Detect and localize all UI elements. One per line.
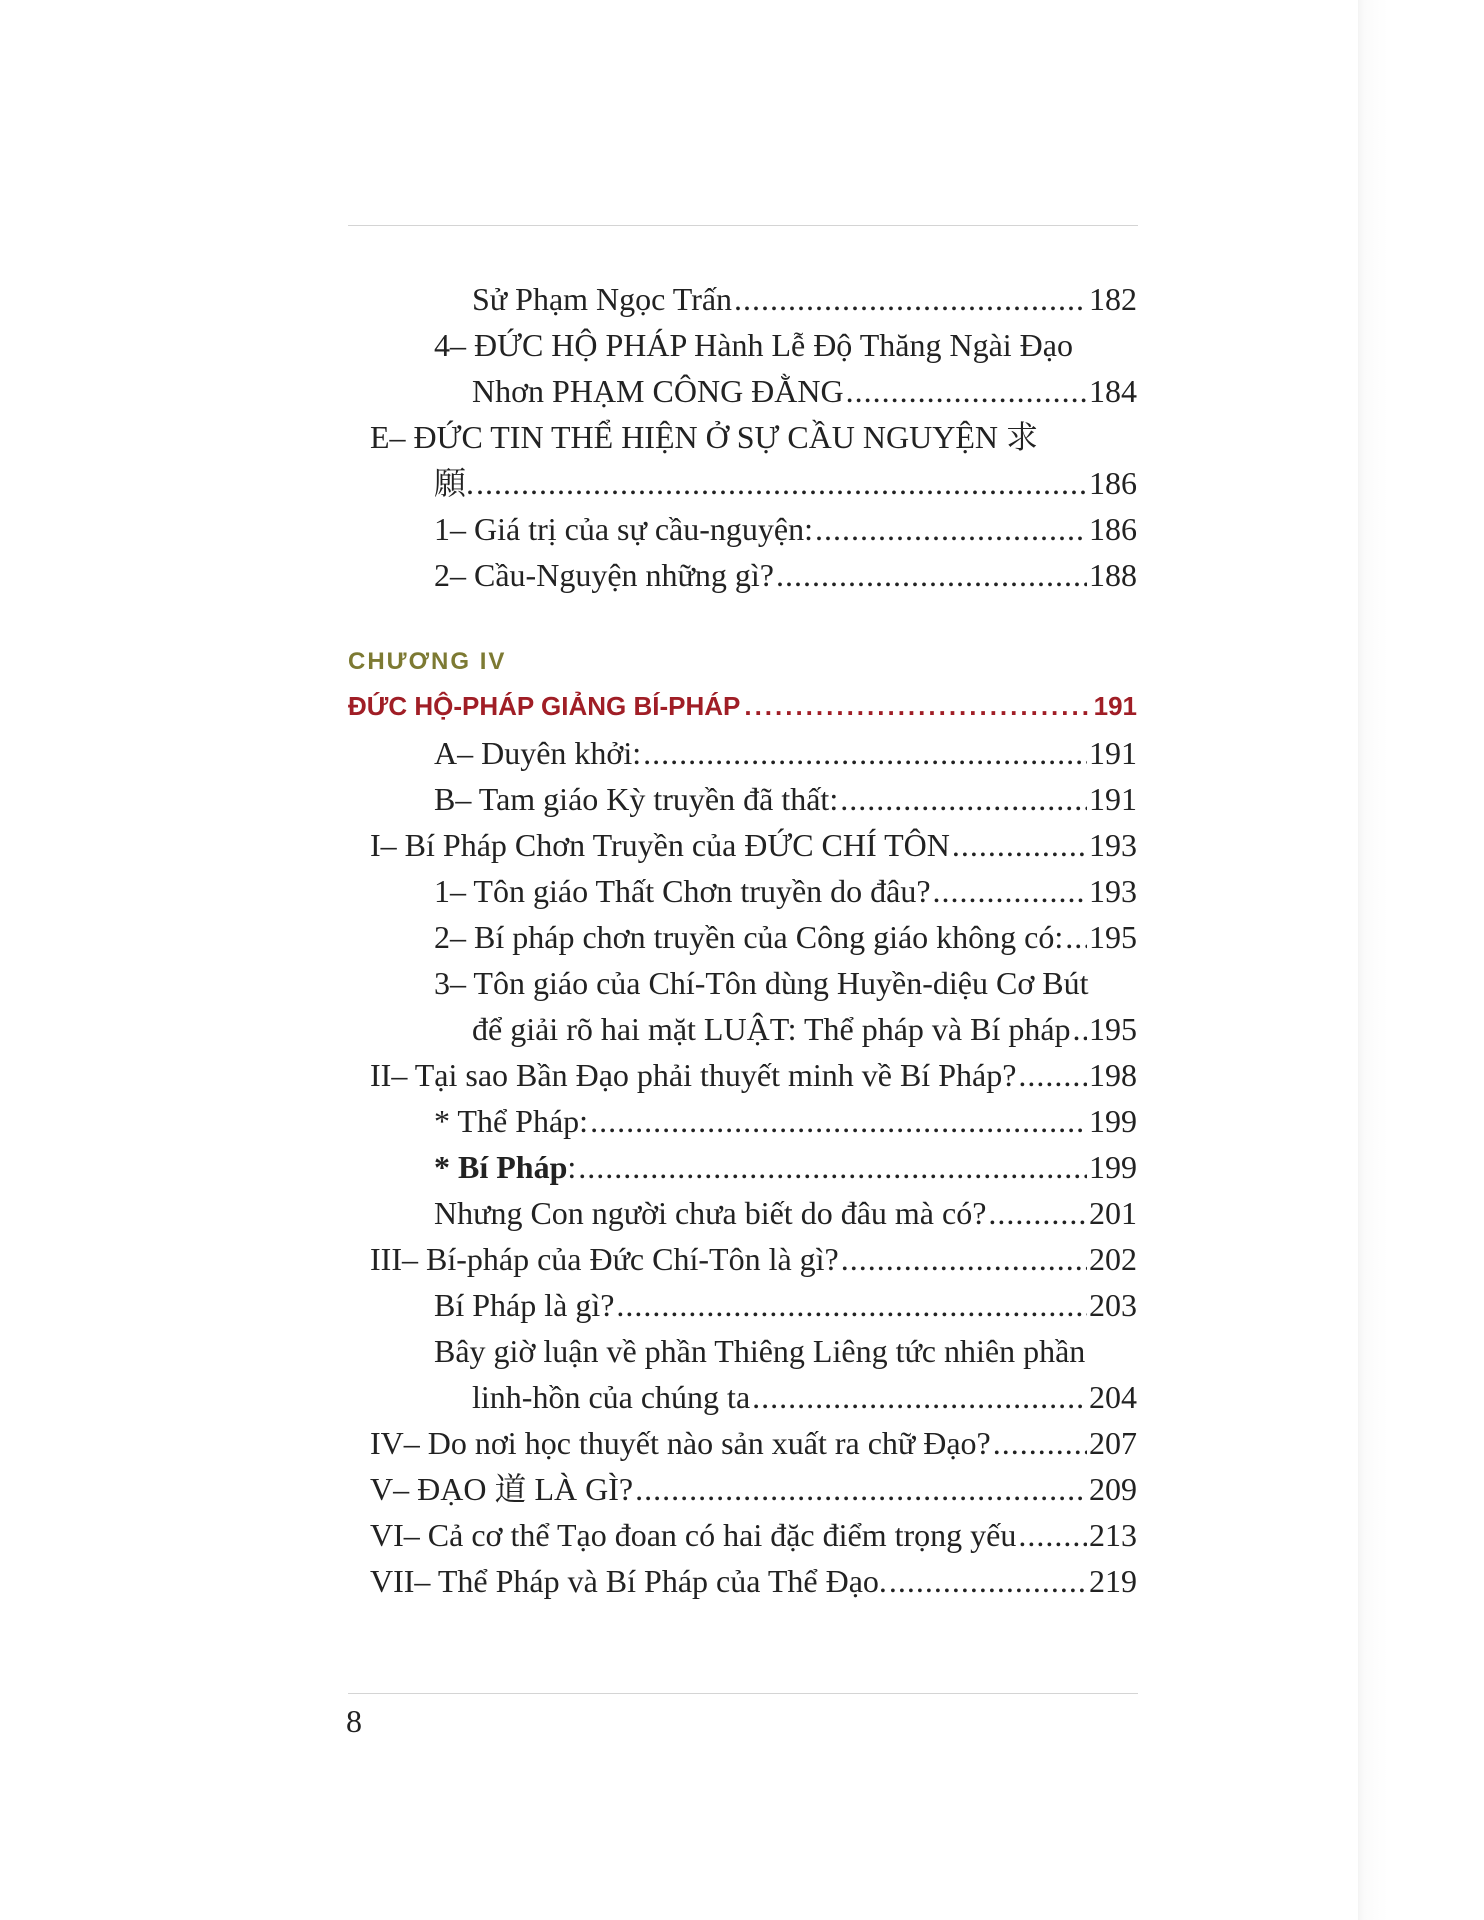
toc-entry-page: 202 — [1089, 1241, 1137, 1277]
leader-dots — [815, 506, 1087, 552]
toc-entry-label: A– Duyên khởi: — [434, 735, 642, 771]
toc-entry[interactable] — [370, 1558, 1137, 1604]
toc-entry-page: 184 — [1089, 373, 1137, 409]
table-of-contents — [348, 276, 1137, 1604]
toc-entry[interactable] — [370, 322, 1137, 368]
toc-entry-page: 219 — [1089, 1563, 1137, 1599]
toc-entry-page: 199 — [1089, 1103, 1137, 1139]
toc-entry-label: 3– Tôn giáo của Chí-Tôn dùng Huyền-diệu Cơ Bút — [434, 965, 1089, 1001]
toc-entry-page: 207 — [1089, 1425, 1137, 1461]
toc-entry[interactable] — [370, 1052, 1137, 1098]
toc-entry[interactable] — [370, 1512, 1137, 1558]
toc-entry-label: Nhưng Con người chưa biết do đâu mà có? — [434, 1195, 987, 1231]
toc-entry[interactable] — [370, 1282, 1137, 1328]
leader-dots — [889, 1558, 1087, 1604]
toc-entry-label: VII– Thể Pháp và Bí Pháp của Thể Đạo. — [370, 1563, 887, 1599]
leader-dots — [590, 1098, 1087, 1144]
toc-entry[interactable] — [370, 960, 1137, 1006]
toc-entry-page: 195 — [1089, 1011, 1137, 1047]
toc-entry[interactable] — [370, 1236, 1137, 1282]
leader-dots — [744, 682, 1089, 730]
leader-dots — [840, 776, 1087, 822]
bottom-rule — [348, 1693, 1138, 1694]
toc-entry[interactable] — [370, 868, 1137, 914]
toc-entry[interactable] — [370, 776, 1137, 822]
toc-entry-page: 198 — [1089, 1057, 1137, 1093]
toc-entry[interactable] — [370, 1466, 1137, 1512]
leader-dots — [933, 868, 1087, 914]
toc-entry-label: 4– ĐỨC HỘ PHÁP Hành Lễ Độ Thăng Ngài Đạo — [434, 327, 1073, 363]
toc-entry-label: * Thể Pháp: — [434, 1103, 589, 1139]
leader-dots — [846, 368, 1087, 414]
toc-entry-page: 193 — [1089, 873, 1137, 909]
toc-entry[interactable] — [370, 276, 1137, 322]
toc-entry-page: 186 — [1089, 511, 1137, 547]
toc-entry[interactable] — [370, 506, 1137, 552]
toc-entry-label: II– Tại sao Bần Đạo phải thuyết minh về Bí Pháp? — [370, 1057, 1017, 1093]
toc-entry-page: 209 — [1089, 1471, 1137, 1507]
toc-entry-label: 1– Tôn giáo Thất Chơn truyền do đâu? — [434, 873, 931, 909]
toc-entry[interactable] — [370, 1144, 1137, 1190]
chapter-title[interactable] — [348, 682, 1137, 730]
leader-dots — [776, 552, 1087, 598]
page-number: 8 — [346, 1703, 362, 1739]
toc-entry-page: 188 — [1089, 557, 1137, 593]
leader-dots — [1073, 1006, 1087, 1052]
toc-entry[interactable] — [370, 414, 1137, 460]
leader-dots — [752, 1374, 1087, 1420]
toc-entry-label: linh-hồn của chúng ta — [472, 1379, 751, 1415]
leader-dots — [993, 1420, 1087, 1466]
toc-entry-label: 2– Cầu-Nguyện những gì? — [434, 557, 774, 593]
toc-entry-label: để giải rõ hai mặt LUẬT: Thể pháp và Bí pháp — [472, 1011, 1071, 1047]
toc-entry-label: 2– Bí pháp chơn truyền của Công giáo không có: — [434, 919, 1064, 955]
toc-entry-label: I– Bí Pháp Chơn Truyền của ĐỨC CHÍ TÔN — [370, 827, 950, 863]
toc-entry[interactable] — [370, 1006, 1137, 1052]
chapter-page-number: 191 — [1093, 691, 1137, 721]
toc-entry-page: 213 — [1089, 1517, 1137, 1553]
toc-entry-label: III– Bí-pháp của Đức Chí-Tôn là gì? — [370, 1241, 839, 1277]
toc-entry-label: 願. — [434, 465, 475, 501]
toc-entry-page: 201 — [1089, 1195, 1137, 1231]
toc-entry-label: Bây giờ luận về phần Thiêng Liêng tức nhiên phần — [434, 1333, 1086, 1369]
toc-entry[interactable] — [370, 1420, 1137, 1466]
toc-section-chapter — [370, 730, 1137, 1604]
toc-entry[interactable] — [370, 730, 1137, 776]
toc-entry[interactable] — [370, 822, 1137, 868]
leader-dots — [635, 1466, 1087, 1512]
chapter-label: CHƯƠNG IV — [348, 648, 507, 675]
toc-entry-page: 193 — [1089, 827, 1137, 863]
leader-dots — [578, 1144, 1087, 1190]
toc-entry-page: 191 — [1089, 781, 1137, 817]
toc-entry-label: VI– Cả cơ thể Tạo đoan có hai đặc điểm trọng yếu — [370, 1517, 1017, 1553]
leader-dots — [952, 822, 1087, 868]
toc-entry[interactable] — [370, 368, 1137, 414]
toc-entry-label: E– ĐỨC TIN THỂ HIỆN Ở SỰ CẦU NGUYỆN 求 — [370, 419, 1039, 455]
leader-dots — [988, 1190, 1087, 1236]
toc-entry-label: Bí Pháp là gì? — [434, 1287, 615, 1323]
leader-dots — [1018, 1512, 1087, 1558]
toc-entry-page: 199 — [1089, 1149, 1137, 1185]
leader-dots — [616, 1282, 1087, 1328]
toc-entry-label: V– ĐẠO 道 LÀ GÌ? — [370, 1471, 634, 1507]
toc-entry[interactable] — [370, 1328, 1137, 1374]
toc-section-top — [370, 276, 1137, 598]
toc-entry-label: B– Tam giáo Kỳ truyền đã thất: — [434, 781, 839, 817]
toc-entry-page: 203 — [1089, 1287, 1137, 1323]
toc-entry[interactable] — [370, 460, 1137, 506]
top-rule — [348, 225, 1138, 226]
toc-entry-label: * Bí Pháp: — [434, 1149, 577, 1185]
toc-entry[interactable] — [370, 1098, 1137, 1144]
leader-dots — [643, 730, 1087, 776]
toc-entry-label: 1– Giá trị của sự cầu-nguyện: — [434, 511, 813, 547]
leader-dots — [476, 460, 1087, 506]
leader-dots — [1065, 914, 1087, 960]
toc-entry-label: Nhơn PHẠM CÔNG ĐẰNG — [472, 373, 844, 409]
toc-entry-page: 195 — [1089, 919, 1137, 955]
leader-dots — [734, 276, 1087, 322]
toc-entry-page: 182 — [1089, 281, 1137, 317]
chapter-title-text: ĐỨC HỘ-PHÁP GIẢNG BÍ-PHÁP — [348, 691, 741, 721]
toc-entry-page: 204 — [1089, 1379, 1137, 1415]
leader-dots — [1018, 1052, 1087, 1098]
toc-entry[interactable] — [370, 914, 1137, 960]
page-edge-shadow — [1358, 0, 1484, 1920]
toc-entry-page: 186 — [1089, 465, 1137, 501]
toc-entry[interactable] — [370, 1374, 1137, 1420]
toc-entry-label: Sử Phạm Ngọc Trấn — [472, 281, 733, 317]
toc-entry[interactable] — [370, 1190, 1137, 1236]
toc-entry-label: IV– Do nơi học thuyết nào sản xuất ra chữ Đạo? — [370, 1425, 991, 1461]
toc-entry[interactable] — [370, 552, 1137, 598]
toc-entry-page: 191 — [1089, 735, 1137, 771]
leader-dots — [841, 1236, 1087, 1282]
